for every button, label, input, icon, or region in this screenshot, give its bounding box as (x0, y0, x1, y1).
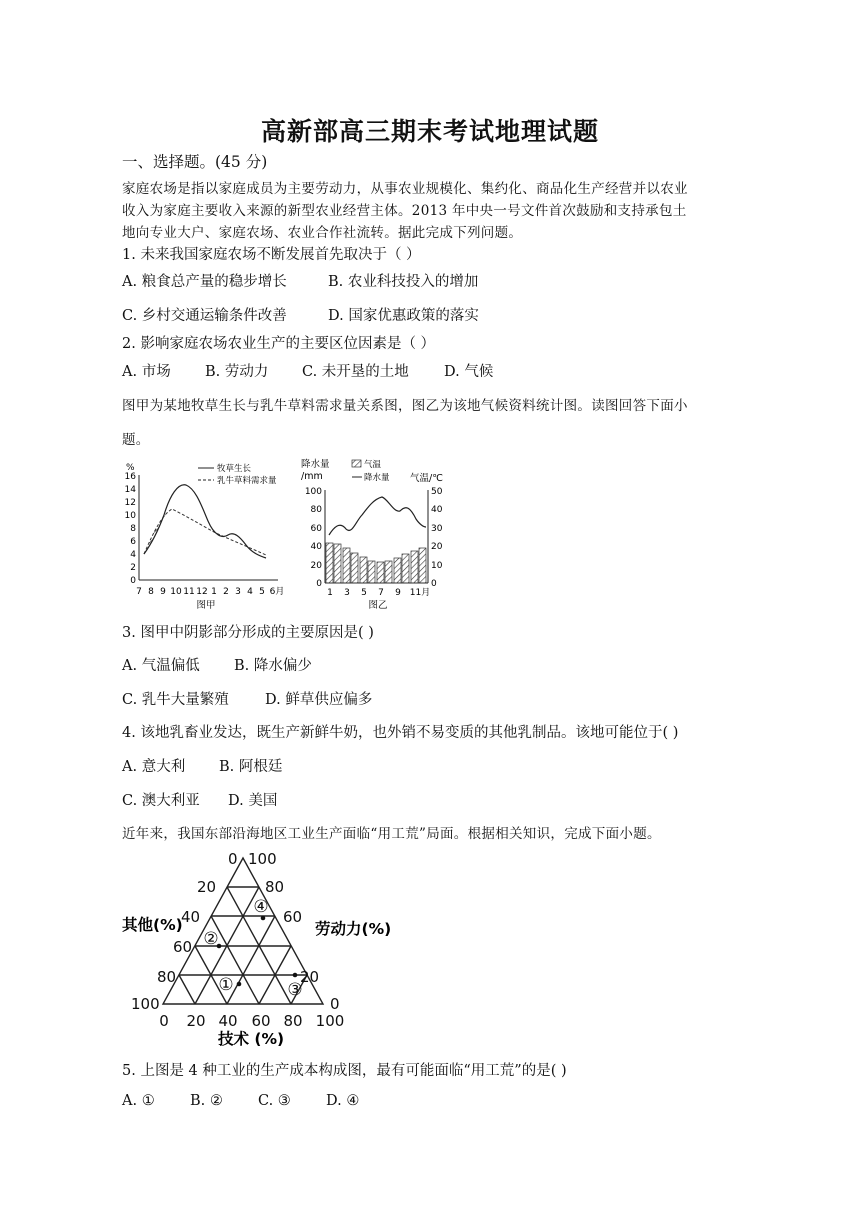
tri-top-left-tick: 0 (228, 850, 238, 868)
q2-option-d: D. 气候 (444, 364, 494, 380)
jia-ytick: 16 (124, 472, 136, 482)
q5-options (122, 1093, 359, 1109)
jia-xtick: 12 (196, 587, 208, 597)
yi-right-tick: 20 (431, 542, 443, 552)
jia-ytick: 2 (130, 563, 136, 573)
passage1-line1: 家庭农场是指以家庭成员为主要劳动力，从事农业规模化、集约化、商品化生产经营并以农业 (122, 181, 688, 197)
yi-right-label: 气温/℃ (410, 473, 443, 484)
q1-options-row1 (122, 270, 478, 291)
jia-unit: % (126, 463, 135, 473)
tri-bottom-tick: 100 (315, 1012, 345, 1030)
tri-left-tick: 80 (157, 968, 177, 986)
yi-left-tick: 80 (310, 505, 322, 515)
passage1-line2: 收入为家庭主要收入来源的新型农业经营主体。2013 年中央一号文件首次鼓励和支持承包土 (122, 203, 687, 219)
q3-option-d: D. 鲜草供应偏多 (265, 692, 373, 708)
jia-xtick: 9 (160, 587, 166, 597)
jia-xtick: 8 (148, 587, 154, 597)
q1-option-c: C. 乡村交通运输条件改善 (122, 308, 287, 324)
tri-bottom-tick: 0 (159, 1012, 169, 1030)
tri-right-tick: 0 (330, 995, 340, 1013)
yi-legend-temp: 气温 (364, 460, 382, 470)
passage3: 近年来，我国东部沿海地区工业生产面临“用工荒”局面。根据相关知识，完成下面小题。 (122, 826, 661, 842)
tri-left-label: 其他(%) (122, 916, 183, 934)
yi-left-label-1: 降水量 (301, 459, 330, 470)
yi-right-tick: 50 (431, 487, 443, 497)
tri-right-tick: 80 (265, 878, 285, 896)
yi-right-tick: 10 (431, 561, 443, 571)
jia-ytick: 12 (124, 498, 136, 508)
yi-xtick: 3 (344, 588, 350, 598)
q4-option-a: A. 意大利 (122, 759, 186, 775)
q5-option-a: A. ① (122, 1093, 155, 1109)
passage1-line3: 地向专业大户、家庭农场、农业合作社流转。据此完成下列问题。 (122, 225, 523, 241)
tri-bottom-tick: 60 (251, 1012, 271, 1030)
yi-right-tick: 0 (431, 579, 437, 589)
jia-xtick: 2 (223, 587, 229, 597)
q5-option-d: D. ④ (326, 1093, 360, 1109)
yi-left-tick: 0 (316, 579, 322, 589)
tri-right-tick: 60 (283, 908, 303, 926)
jia-xtick: 10 (170, 587, 182, 597)
q4-stem: 4. 该地乳畜业发达，既生产新鲜牛奶，也外销不易变质的其他乳制品。该地可能位于( ) (122, 725, 679, 741)
q1-option-d: D. 国家优惠政策的落实 (328, 308, 479, 324)
q3-options-row2 (122, 688, 372, 709)
q1-options-row2 (122, 304, 479, 325)
tri-bottom-tick: 80 (283, 1012, 303, 1030)
q5-option-b: B. ② (190, 1093, 223, 1109)
jia-legend-grass: 牧草生长 (217, 464, 252, 474)
q1-stem: 1. 未来我国家庭农场不断发展首先取决于（ ） (122, 247, 421, 263)
q2-options (122, 360, 493, 381)
tri-point-2: ② (203, 929, 219, 949)
q3-option-c: C. 乳牛大量繁殖 (122, 692, 229, 708)
q3-option-a: A. 气温偏低 (122, 658, 200, 674)
tri-top-right-tick: 100 (248, 850, 277, 868)
exam-title: 高新部高三期末考试地理试题 (260, 117, 599, 146)
jia-ytick: 0 (130, 576, 136, 586)
tri-bottom-tick: 20 (186, 1012, 206, 1030)
tri-point-4: ④ (253, 897, 269, 917)
yi-left-tick: 60 (310, 524, 322, 534)
passage2-line2: 题。 (122, 432, 150, 448)
jia-xtick: 5 (259, 587, 265, 597)
q4-options-row2 (122, 789, 277, 810)
q2-option-a: A. 市场 (122, 364, 171, 380)
q1-option-a: A. 粮食总产量的稳步增长 (122, 274, 287, 290)
yi-caption: 图乙 (368, 600, 388, 611)
tri-bottom-label: 技术 (%) (218, 1030, 285, 1046)
yi-xtick: 1 (327, 588, 333, 598)
tri-point-3: ③ (287, 980, 303, 1000)
tri-right-label: 劳动力(%) (315, 920, 392, 938)
tri-right-tick: 20 (300, 968, 320, 986)
jia-ytick: 10 (124, 511, 136, 521)
figure-yi-chart (298, 455, 458, 615)
q3-option-b: B. 降水偏少 (234, 658, 312, 674)
tri-bottom-tick: 40 (218, 1012, 238, 1030)
yi-left-tick: 20 (310, 561, 322, 571)
yi-right-tick: 40 (431, 505, 443, 515)
jia-xtick: 6月 (269, 587, 285, 597)
triangle-chart (118, 846, 398, 1046)
yi-left-tick: 40 (310, 542, 322, 552)
tri-point-1: ① (218, 975, 234, 995)
yi-xtick: 11月 (409, 588, 431, 598)
section-heading: 一、选择题。(45 分) (122, 153, 268, 171)
passage2-line1: 图甲为某地牧草生长与乳牛草料需求量关系图，图乙为该地气候资料统计图。读图回答下面小 (122, 398, 688, 414)
jia-ytick: 6 (130, 537, 136, 547)
q4-option-b: B. 阿根廷 (219, 759, 283, 775)
q3-options-row1 (122, 654, 312, 675)
yi-xtick: 5 (361, 588, 367, 598)
jia-caption: 图甲 (196, 600, 216, 611)
q2-option-b: B. 劳动力 (205, 364, 269, 380)
q5-option-c: C. ③ (258, 1093, 291, 1109)
yi-xtick: 9 (395, 588, 401, 598)
q5-stem: 5. 上图是 4 种工业的生产成本构成图，最有可能面临“用工荒”的是( ) (122, 1063, 567, 1079)
tri-left-tick: 20 (197, 878, 217, 896)
q1-option-b: B. 农业科技投入的增加 (328, 274, 479, 290)
q4-options-row1 (122, 755, 282, 776)
jia-ytick: 4 (130, 550, 136, 560)
yi-xtick: 7 (378, 588, 384, 598)
q4-option-c: C. 澳大利亚 (122, 793, 200, 809)
q3-stem: 3. 图甲中阴影部分形成的主要原因是( ) (122, 625, 374, 641)
jia-ytick: 14 (124, 485, 136, 495)
q2-option-c: C. 未开垦的土地 (302, 364, 409, 380)
jia-xtick: 4 (247, 587, 253, 597)
jia-ytick: 8 (130, 524, 136, 534)
tri-left-tick: 100 (131, 995, 160, 1013)
tri-left-tick: 60 (173, 938, 193, 956)
jia-xtick: 1 (211, 587, 217, 597)
jia-xtick: 7 (136, 587, 142, 597)
yi-left-label-2: /mm (301, 471, 323, 482)
jia-legend-demand: 乳牛草料需求量 (217, 476, 277, 486)
q2-stem: 2. 影响家庭农场农业生产的主要区位因素是（ ） (122, 336, 436, 352)
yi-left-tick: 100 (304, 487, 322, 497)
figure-jia-chart (118, 455, 298, 615)
q4-option-d: D. 美国 (228, 793, 278, 809)
yi-legend-precip: 降水量 (364, 473, 390, 483)
jia-xtick: 11 (183, 587, 195, 597)
tri-left-tick: 40 (181, 908, 201, 926)
yi-right-tick: 30 (431, 524, 443, 534)
jia-xtick: 3 (235, 587, 241, 597)
